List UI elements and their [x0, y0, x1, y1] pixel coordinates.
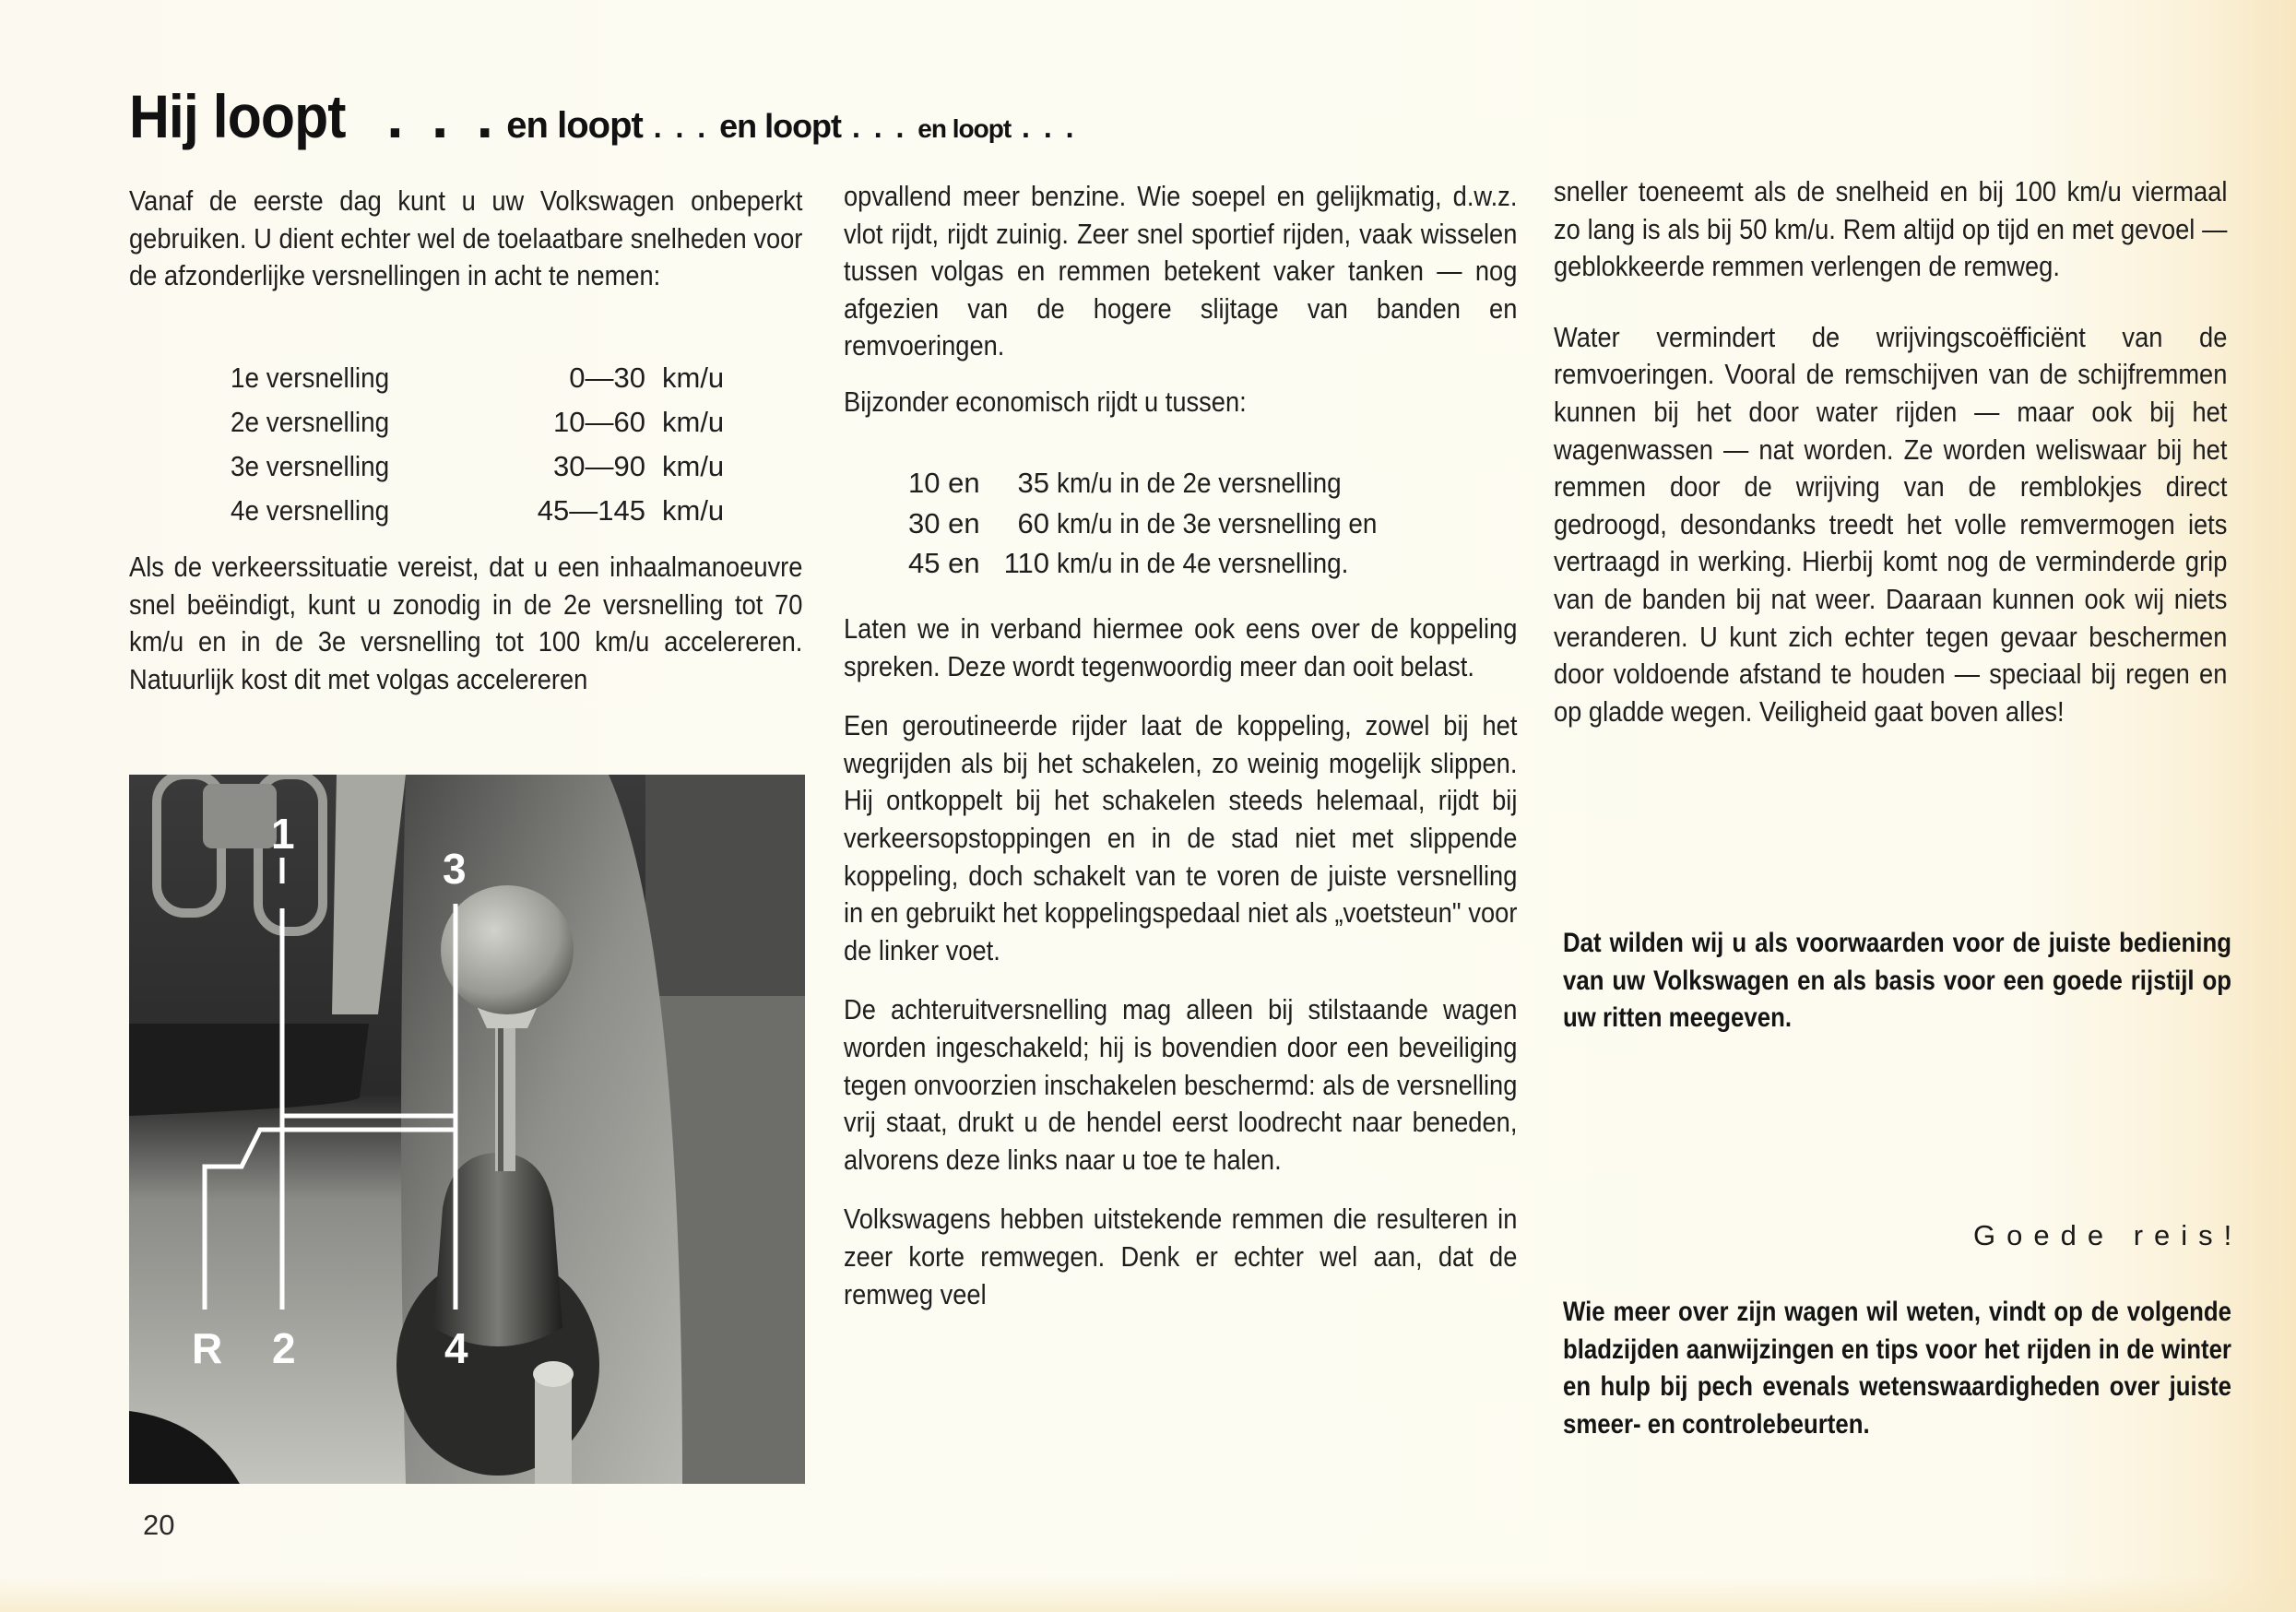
- conditions-note: [1563, 925, 2231, 1037]
- fuel-paragraph: opvallend meer benzine. Wie soepel en gelijkmatig, d.w.z. vlot rijdt, rijdt zuinig. Zeer snel sportief rijden, vaak wisselen tussen volgas en remmen betekent vaker tanken — nog afgezien van de hogere slijtage van banden en remvoeringen.: [844, 180, 1518, 362]
- title-ellipsis: . . .: [642, 111, 720, 144]
- speed-gear: km/u in de 4e versnelling.: [1057, 547, 1349, 579]
- speed-to: 60: [1017, 506, 1049, 539]
- table-row: [231, 356, 745, 400]
- gear-label-3: 3: [443, 845, 467, 893]
- title-main: Hij loopt: [129, 82, 346, 150]
- speed-from: 45 en: [908, 547, 980, 579]
- table-row: [908, 463, 1413, 504]
- brakes-paragraph: Volkswagens hebben uitstekende remmen die resulteren in zeer korte remwegen. Denk er echter wel aan, dat de remweg veel: [844, 1203, 1518, 1310]
- page-title: [129, 81, 1077, 151]
- title-ellipsis: . . .: [841, 111, 918, 144]
- speed-gear: km/u in de 3e versnelling en: [1057, 506, 1378, 539]
- gear-range: 45—145: [537, 494, 645, 527]
- title-part-3: en loopt: [719, 107, 842, 145]
- table-row: [231, 400, 745, 444]
- gear-label-4: 4: [444, 1324, 468, 1372]
- gear-unit: km/u: [662, 494, 725, 527]
- paper-edge-tint: [0, 1575, 2296, 1612]
- braking-paragraph: sneller toeneemt als de snelheid en bij 100 km/u viermaal zo lang is als bij 50 km/u. Rem altijd op tijd en met gevoel — geblokkeerde remmen verlengen de remweg.: [1554, 175, 2228, 283]
- gear-shift-photo: [129, 775, 805, 1484]
- gear-name: 2e versnelling: [231, 406, 390, 438]
- more-info-text: Wie meer over zijn wagen wil weten, vindt op de volgende bladzijden aanwijzingen en tips voor het rijden in de winter en hulp bij pech evenals wetenswaardigheden over juiste smeer- en controlebeurten.: [1563, 1297, 2231, 1440]
- column-1-continued: [129, 549, 802, 698]
- economic-intro: Bijzonder economisch rijdt u tussen:: [844, 385, 1247, 418]
- speed-from: 10 en: [908, 467, 980, 499]
- reverse-gear-paragraph: De achteruitversnelling mag alleen bij stilstaande wagen worden ingeschakeld; hij is bovendien door een beveiliging tegen onvoorzien inschakelen beschermd: als de versnelling vrij staat, drukt u de hendel eerst loodrecht naar beneden, alvorens deze links naar u toe te halen.: [844, 993, 1518, 1176]
- gear-range: 30—90: [553, 450, 645, 482]
- title-part-4: en loopt: [917, 114, 1012, 143]
- gear-label-1: 1: [271, 810, 295, 858]
- speed-gear: km/u in de 2e versnelling: [1057, 467, 1342, 499]
- more-info-note: [1563, 1294, 2231, 1443]
- clutch-paragraph: Laten we in verband hiermee ook eens over de koppeling spreken. Deze wordt tegenwoordig meer dan ooit belast.: [844, 612, 1518, 682]
- gear-range: 10—60: [553, 406, 645, 438]
- column-3: [1554, 173, 2227, 730]
- closing-greeting: Goede reis!: [1973, 1219, 2243, 1251]
- driver-paragraph: Een geroutineerde rijder laat de koppeling, zowel bij het wegrijden als bij het schakelen, zo weinig mogelijk slippen. Hij ontkoppelt bij het schakelen steeds helemaal, rijdt bij verkeersopstoppingen en in de stad niet met slippende koppeling, doch schakelt van te voren de juiste versnelling in en gebruikt het koppelingspedaal niet als „voetsteun" voor de linker voet.: [844, 709, 1518, 966]
- title-part-2: en loopt: [506, 105, 643, 146]
- table-row: [231, 444, 745, 489]
- gear-shift-illustration: [129, 775, 805, 1484]
- intro-paragraph: Vanaf de eerste dag kunt u uw Volkswagen onbeperkt gebruiken. U dient echter wel de toelaatbare snelheden voor de afzonderlijke versnellingen in acht te nemen:: [129, 184, 803, 292]
- speed-to: 35: [1017, 467, 1049, 499]
- gear-unit: km/u: [662, 450, 725, 482]
- page-number: 20: [143, 1509, 175, 1541]
- table-row: [908, 504, 1413, 544]
- gear-label-2: 2: [272, 1324, 296, 1372]
- speed-from: 30 en: [908, 506, 980, 539]
- gear-label-r: R: [192, 1324, 223, 1372]
- column-2-continued: [844, 610, 1517, 1313]
- title-ellipsis: . . .: [1011, 111, 1077, 144]
- gear-unit: km/u: [662, 406, 725, 438]
- speed-to: 110: [1003, 547, 1049, 579]
- gear-range: 0—30: [569, 362, 645, 394]
- overtaking-paragraph: Als de verkeerssituatie vereist, dat u een inhaalmanoeuvre snel beëindigt, kunt u zonodig in de 2e versnelling tot 70 km/u en in de 3e versnelling tot 100 km/u accelereren. Natuurlijk kost dit met volgas accelereren: [129, 551, 803, 695]
- title-ellipsis: . . .: [363, 82, 522, 150]
- column-2: [844, 178, 1517, 421]
- table-row: [908, 543, 1413, 584]
- gear-name: 4e versnelling: [231, 494, 390, 527]
- gear-name: 1e versnelling: [231, 362, 390, 394]
- gear-name: 3e versnelling: [231, 450, 390, 482]
- gear-unit: km/u: [662, 362, 725, 394]
- column-1: [129, 183, 802, 295]
- gear-speed-table: [231, 356, 745, 533]
- conditions-text: Dat wilden wij u als voorwaarden voor de juiste bediening van uw Volkswagen en als basis voor een goede rijstijl op uw ritten meegeven.: [1563, 928, 2231, 1034]
- economic-speed-table: [908, 463, 1413, 584]
- table-row: [231, 489, 745, 533]
- water-paragraph: Water vermindert de wrijvingscoëfficiënt van de remvoeringen. Vooral de remschijven van de schijfremmen kunnen bij het door water rijden — maar ook bij het wagenwassen — nat worden. Ze worden weliswaar bij het remmen door de wrijving van de remblokjes direct gedroogd, desondanks treedt het volle remvermogen iets vertraagd in werking. Hierbij komt nog de verminderde grip van de banden bij nat weer. Daaraan kunnen ook wij niets veranderen. U kunt zich echter tegen gevaar beschermen door voldoende afstand te houden — speciaal bij regen en op gladde wegen. Veiligheid gaat boven alles!: [1554, 320, 2228, 728]
